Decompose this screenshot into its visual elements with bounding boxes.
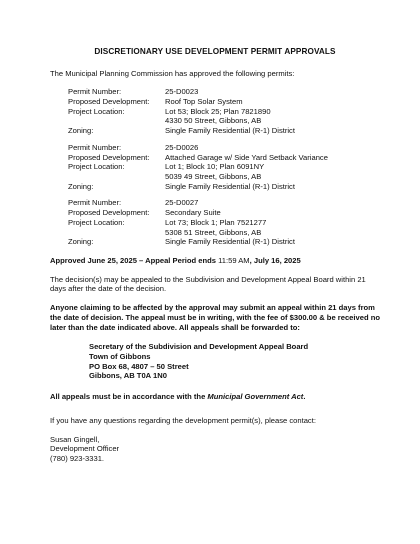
permit-number: 25-D0026 — [165, 142, 199, 152]
proposed-development-label: Proposed Development: — [68, 96, 150, 106]
questions-text: If you have any questions regarding the development permit(s), please contact: — [50, 415, 316, 425]
zoning-label: Zoning: — [68, 181, 94, 191]
act-note-suffix: . — [303, 392, 306, 402]
permit-number-label: Permit Number: — [68, 87, 122, 97]
legal-description: Lot 73; Block 1; Plan 7521277 — [165, 217, 267, 227]
proposed-development-label: Proposed Development: — [68, 152, 150, 162]
project-location — [165, 107, 380, 126]
appeal-deadline-time: 11:59 AM — [218, 256, 250, 265]
act-note — [50, 392, 380, 402]
proposed-development: Secondary Suite — [165, 208, 221, 218]
project-location-label: Project Location: — [68, 162, 125, 172]
street-address: 5308 51 Street, Gibbons, AB — [165, 227, 262, 237]
act-name: Municipal Government Act — [207, 392, 304, 402]
project-location — [165, 162, 380, 181]
permit-number-label: Permit Number: — [68, 198, 122, 208]
project-location-label: Project Location: — [68, 106, 125, 116]
project-location-label: Project Location: — [68, 217, 125, 227]
zoning: Single Family Residential (R-1) District — [165, 126, 295, 136]
address-line: Gibbons, AB T0A 1N0 — [89, 371, 167, 381]
street-address: 5039 49 Street, Gibbons, AB — [165, 171, 262, 181]
street-address: 4330 50 Street, Gibbons, AB — [165, 116, 262, 126]
legal-description: Lot 53; Block 25; Plan 7821890 — [165, 106, 271, 116]
permit-number-label: Permit Number: — [68, 142, 122, 152]
address-line: Town of Gibbons — [89, 352, 151, 362]
proposed-development: Roof Top Solar System — [165, 96, 243, 106]
proposed-development: Attached Garage w/ Side Yard Setback Variance — [165, 152, 328, 162]
permit-entry — [68, 198, 380, 247]
contact-role: Development Officer — [50, 444, 120, 454]
permit-entry — [68, 87, 380, 136]
appeal-deadline-date: , July 16, 2025 — [249, 256, 301, 265]
contact-block — [50, 435, 380, 464]
approval-date-line — [50, 256, 380, 266]
address-line: Secretary of the Subdivision and Development Appeal Board — [89, 342, 309, 352]
contact-phone: (780) 923-3331. — [50, 454, 105, 464]
contact-name: Susan Gingell, — [50, 434, 100, 444]
permit-entry — [68, 143, 380, 192]
intro-text: The Municipal Planning Commission has approved the following permits: — [50, 68, 295, 78]
permit-number: 25-D0027 — [165, 198, 199, 208]
zoning: Single Family Residential (R-1) District — [165, 181, 295, 191]
zoning-label: Zoning: — [68, 237, 94, 247]
proposed-development-label: Proposed Development: — [68, 208, 150, 218]
zoning-label: Zoning: — [68, 126, 94, 136]
permit-number: 25-D0023 — [165, 87, 199, 97]
appeal-note: The decision(s) may be appealed to the Subdivision and Development Appeal Board within 21 days after the date of the decision. — [50, 274, 366, 294]
appeal-board-address — [89, 342, 380, 381]
legal-description: Lot 1; Block 10; Plan 6091NY — [165, 162, 265, 172]
project-location — [165, 218, 380, 237]
approval-text: Approved June 25, 2025 – Appeal Period ends — [50, 256, 219, 265]
permit-list — [68, 87, 380, 247]
zoning: Single Family Residential (R-1) District — [165, 237, 295, 247]
address-line: PO Box 68, 4807 – 50 Street — [89, 361, 189, 371]
appeal-instructions: Anyone claiming to be affected by the approval may submit an appeal within 21 days from the date of decision. The appeal must be in writing, with the fee of $300.00 & be received no later than the date indicated above. All appeals shall be forwarded to: — [50, 303, 380, 332]
act-note-prefix: All appeals must be in accordance with the — [50, 392, 208, 402]
page-title: DISCRETIONARY USE DEVELOPMENT PERMIT APPROVALS — [94, 47, 336, 56]
